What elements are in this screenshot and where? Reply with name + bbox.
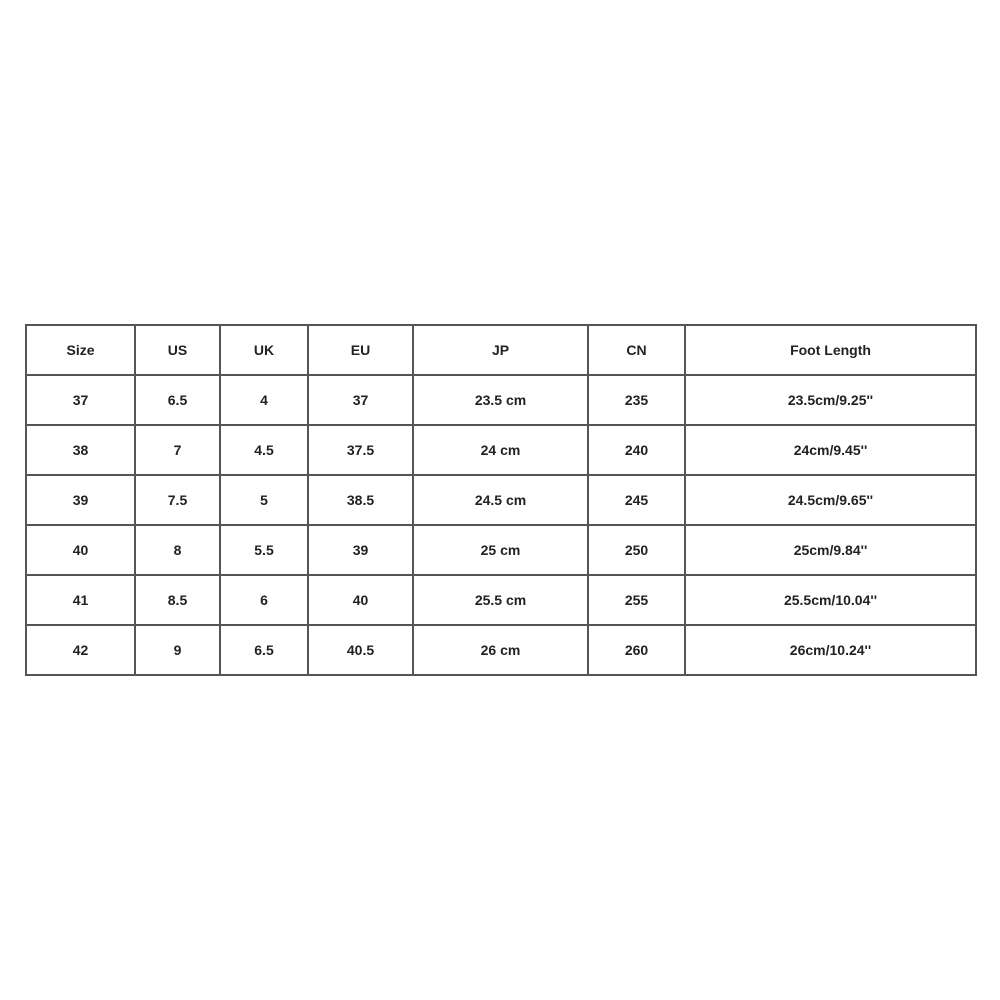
- cell-us: 6.5: [135, 375, 220, 425]
- cell-uk: 6: [220, 575, 308, 625]
- header-size: Size: [26, 325, 135, 375]
- cell-foot-length: 25.5cm/10.04'': [685, 575, 976, 625]
- cell-cn: 260: [588, 625, 685, 675]
- cell-jp: 24 cm: [413, 425, 588, 475]
- header-uk: UK: [220, 325, 308, 375]
- header-eu: EU: [308, 325, 413, 375]
- cell-jp: 23.5 cm: [413, 375, 588, 425]
- cell-us: 8.5: [135, 575, 220, 625]
- cell-uk: 4.5: [220, 425, 308, 475]
- cell-cn: 250: [588, 525, 685, 575]
- cell-jp: 25 cm: [413, 525, 588, 575]
- cell-us: 9: [135, 625, 220, 675]
- cell-jp: 25.5 cm: [413, 575, 588, 625]
- cell-uk: 6.5: [220, 625, 308, 675]
- cell-size: 42: [26, 625, 135, 675]
- cell-foot-length: 25cm/9.84'': [685, 525, 976, 575]
- cell-cn: 235: [588, 375, 685, 425]
- cell-jp: 26 cm: [413, 625, 588, 675]
- table-row: [26, 475, 976, 525]
- cell-size: 41: [26, 575, 135, 625]
- cell-us: 7.5: [135, 475, 220, 525]
- cell-foot-length: 24.5cm/9.65'': [685, 475, 976, 525]
- table-row: [26, 425, 976, 475]
- cell-uk: 5: [220, 475, 308, 525]
- header-foot-length: Foot Length: [685, 325, 976, 375]
- header-cn: CN: [588, 325, 685, 375]
- cell-us: 7: [135, 425, 220, 475]
- cell-cn: 245: [588, 475, 685, 525]
- table-row: [26, 625, 976, 675]
- cell-uk: 4: [220, 375, 308, 425]
- cell-size: 39: [26, 475, 135, 525]
- cell-eu: 40: [308, 575, 413, 625]
- header-us: US: [135, 325, 220, 375]
- cell-jp: 24.5 cm: [413, 475, 588, 525]
- cell-eu: 39: [308, 525, 413, 575]
- cell-size: 40: [26, 525, 135, 575]
- cell-foot-length: 26cm/10.24'': [685, 625, 976, 675]
- cell-size: 37: [26, 375, 135, 425]
- cell-eu: 37: [308, 375, 413, 425]
- table-row: [26, 575, 976, 625]
- header-jp: JP: [413, 325, 588, 375]
- cell-eu: 40.5: [308, 625, 413, 675]
- cell-eu: 38.5: [308, 475, 413, 525]
- cell-size: 38: [26, 425, 135, 475]
- size-chart-table: [25, 324, 977, 676]
- cell-cn: 255: [588, 575, 685, 625]
- table-row: [26, 375, 976, 425]
- cell-us: 8: [135, 525, 220, 575]
- cell-foot-length: 23.5cm/9.25'': [685, 375, 976, 425]
- cell-foot-length: 24cm/9.45'': [685, 425, 976, 475]
- cell-uk: 5.5: [220, 525, 308, 575]
- table-row: [26, 525, 976, 575]
- table-header-row: [26, 325, 976, 375]
- cell-eu: 37.5: [308, 425, 413, 475]
- cell-cn: 240: [588, 425, 685, 475]
